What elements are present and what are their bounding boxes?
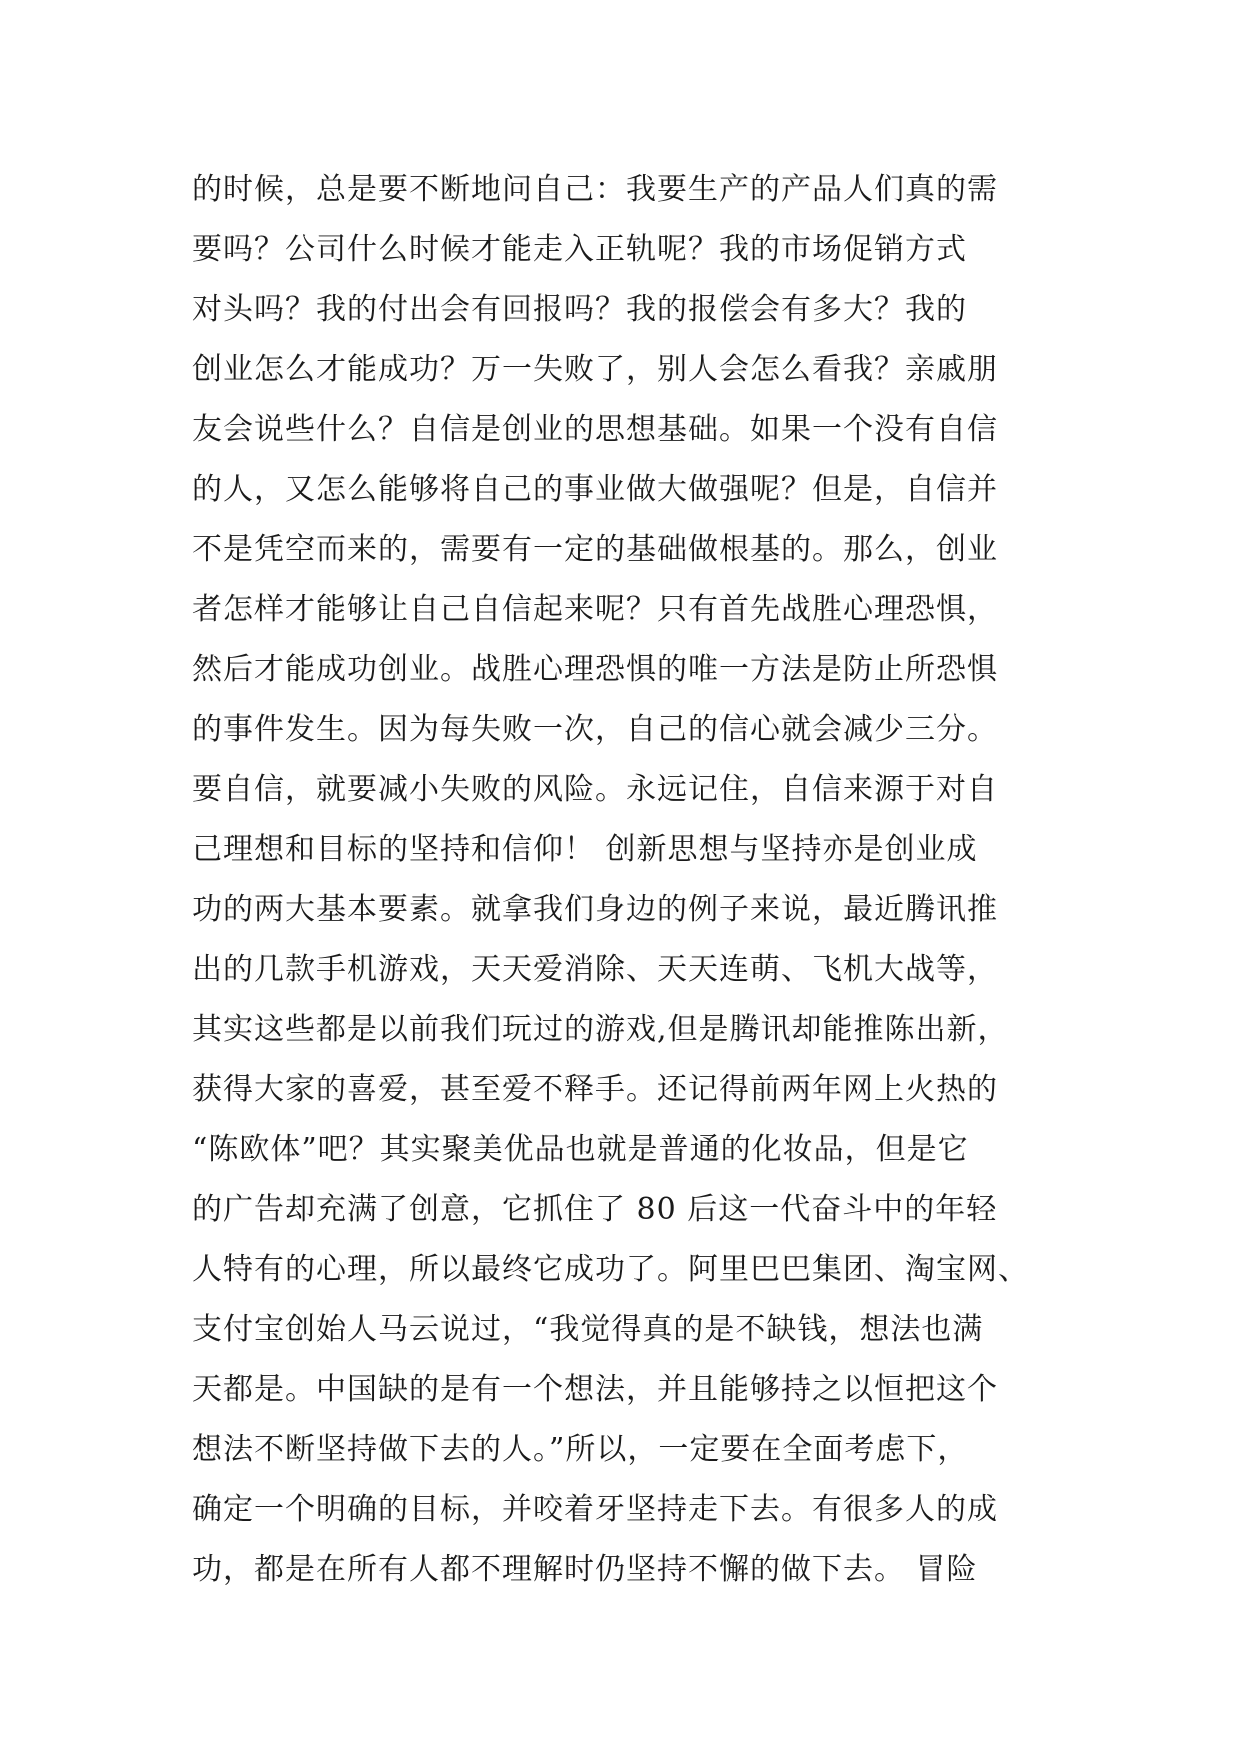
text-line: 确定一个明确的目标，并咬着牙坚持走下去。有很多人的成: [192, 1492, 998, 1527]
text-line: 支付宝创始人马云说过，“我觉得真的是不缺钱，想法也满: [192, 1312, 984, 1347]
text-line: 功的两大基本要素。就拿我们身边的例子来说，最近腾讯推: [192, 892, 998, 927]
text-line: 友会说些什么？自信是创业的思想基础。如果一个没有自信: [192, 412, 998, 447]
text-line: 要吗？公司什么时候才能走入正轨呢？我的市场促销方式: [192, 232, 967, 267]
text-line: 获得大家的喜爱，甚至爱不释手。还记得前两年网上火热的: [192, 1072, 998, 1107]
text-line: 的人，又怎么能够将自己的事业做大做强呢？但是，自信并: [192, 472, 998, 507]
body-text: [192, 160, 1072, 1600]
text-line: 其实这些都是以前我们玩过的游戏,但是腾讯却能推陈出新，: [192, 1012, 1009, 1047]
text-line: 要自信，就要减小失败的风险。永远记住，自信来源于对自: [192, 772, 998, 807]
text-line: 人特有的心理，所以最终它成功了。阿里巴巴集团、淘宝网、: [192, 1252, 1029, 1287]
text-line: 的事件发生。因为每失败一次，自己的信心就会减少三分。: [192, 712, 998, 747]
text-line: 的时候，总是要不断地问自己：我要生产的产品人们真的需: [192, 172, 998, 207]
text-line: 想法不断坚持做下去的人。”所以，一定要在全面考虑下，: [192, 1432, 969, 1467]
text-line: “陈欧体”吧？其实聚美优品也就是普通的化妆品，但是它: [192, 1132, 969, 1167]
text-line: 天都是。中国缺的是有一个想法，并且能够持之以恒把这个: [192, 1372, 998, 1407]
text-line: 不是凭空而来的，需要有一定的基础做根基的。那么，创业: [192, 532, 998, 567]
text-line: 功，都是在所有人都不理解时仍坚持不懈的做下去。 冒险: [192, 1552, 978, 1587]
text-line: 然后才能成功创业。战胜心理恐惧的唯一方法是防止所恐惧: [192, 652, 998, 687]
text-line: 己理想和目标的坚持和信仰！ 创新思想与坚持亦是创业成: [192, 832, 978, 867]
text-line: 者怎样才能够让自己自信起来呢？只有首先战胜心理恐惧，: [192, 592, 998, 627]
text-line: 对头吗？我的付出会有回报吗？我的报偿会有多大？我的: [192, 292, 967, 327]
text-line: 创业怎么才能成功？万一失败了，别人会怎么看我？亲戚朋: [192, 352, 998, 387]
text-line: 出的几款手机游戏，天天爱消除、天天连萌、飞机大战等，: [192, 952, 998, 987]
text-line: 的广告却充满了创意，它抓住了 80 后这一代奋斗中的年轻: [192, 1192, 998, 1227]
